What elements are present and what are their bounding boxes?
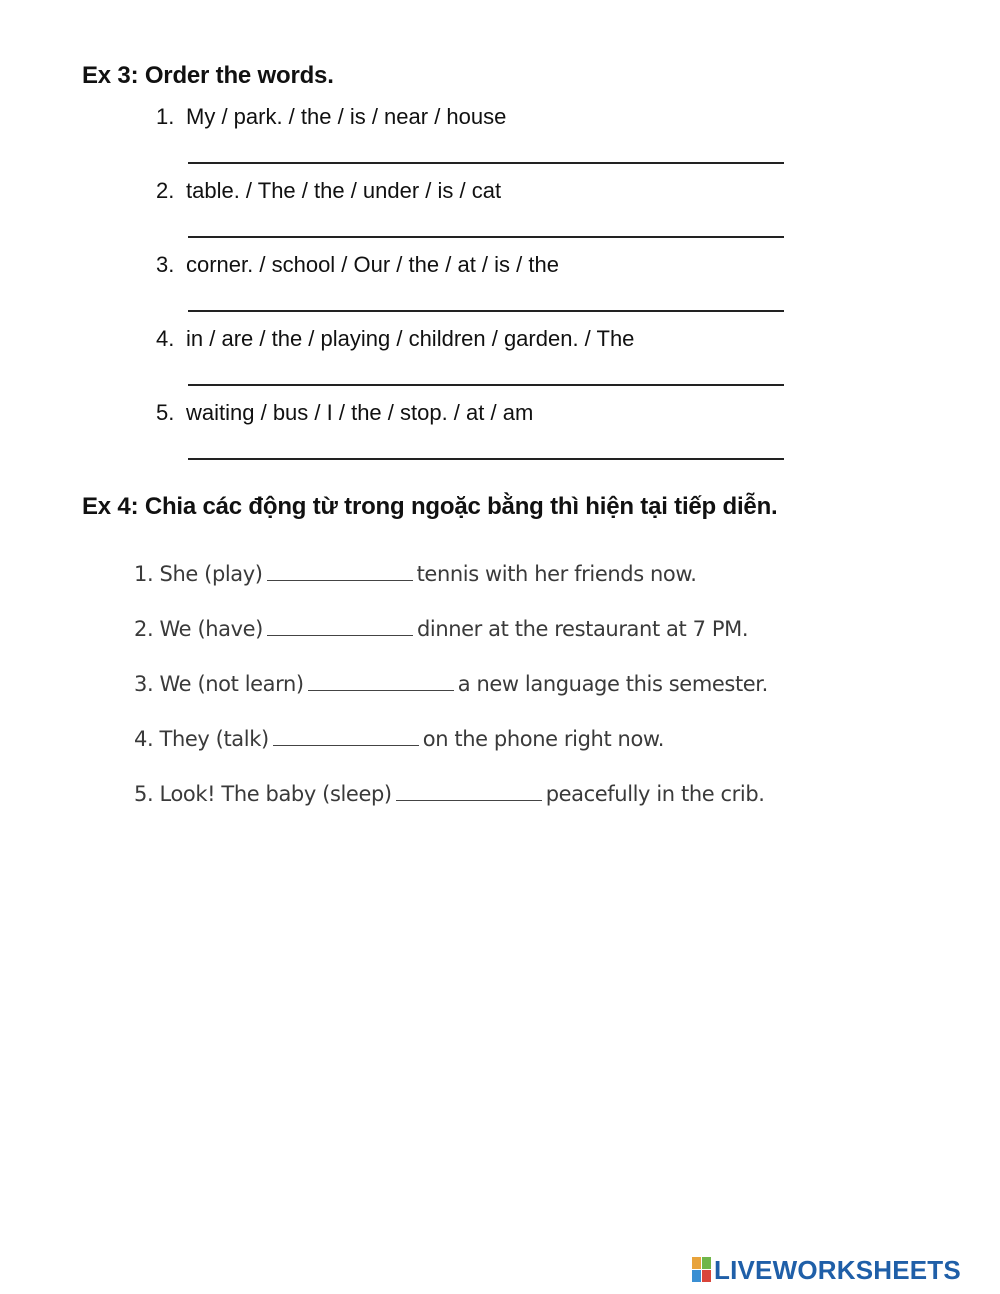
ex3-item [0,178,1000,252]
answer-line[interactable] [188,458,784,460]
ex4-item [134,725,664,751]
sentence-start: 4. They (talk) [134,727,269,751]
sentence-start: 1. She (play) [134,562,263,586]
ex3-item [0,104,1000,178]
ex4-item [134,560,697,586]
answer-line[interactable] [188,162,784,164]
ex4-item [134,780,765,806]
answer-line[interactable] [188,236,784,238]
item-number: 3. [156,252,175,277]
sentence-end: a new language this semester. [457,672,768,696]
sentence-end: on the phone right now. [422,727,665,751]
ex3-item [0,400,1000,474]
scrambled-words: My / park. / the / is / near / house [186,104,507,129]
exercise-3-title: Ex 3: Order the words. [82,62,334,89]
answer-blank[interactable] [396,780,542,801]
ex4-item [134,615,748,641]
item-number: 2. [156,178,175,203]
sentence-end: dinner at the restaurant at 7 PM. [416,617,749,641]
answer-blank[interactable] [267,560,413,581]
item-number: 5. [156,400,175,425]
sentence-start: 5. Look! The baby (sleep) [134,782,392,806]
answer-blank[interactable] [308,670,454,691]
liveworksheets-logo-icon [692,1257,712,1283]
answer-blank[interactable] [273,725,419,746]
ex3-item [0,252,1000,326]
sentence-start: 3. We (not learn) [134,672,304,696]
sentence-start: 2. We (have) [134,617,263,641]
item-number: 4. [156,326,175,351]
scrambled-words: in / are / the / playing / children / garden. / The [186,326,635,351]
answer-line[interactable] [188,384,784,386]
item-number: 1. [156,104,175,129]
scrambled-words: waiting / bus / I / the / stop. / at / am [186,400,534,425]
answer-line[interactable] [188,310,784,312]
liveworksheets-logo[interactable] [692,1255,961,1285]
scrambled-words: table. / The / the / under / is / cat [186,178,502,203]
scrambled-words: corner. / school / Our / the / at / is / the [186,252,559,277]
sentence-end: peacefully in the crib. [545,782,765,806]
sentence-end: tennis with her friends now. [416,562,697,586]
logo-text: LIVEWORKSHEETS [714,1254,961,1285]
exercise-4-title: Ex 4: Chia các động từ trong ngoặc bằng thì hiện tại tiếp diễn. [82,493,778,520]
answer-blank[interactable] [267,615,413,636]
ex3-item [0,326,1000,400]
ex4-item [134,670,768,696]
